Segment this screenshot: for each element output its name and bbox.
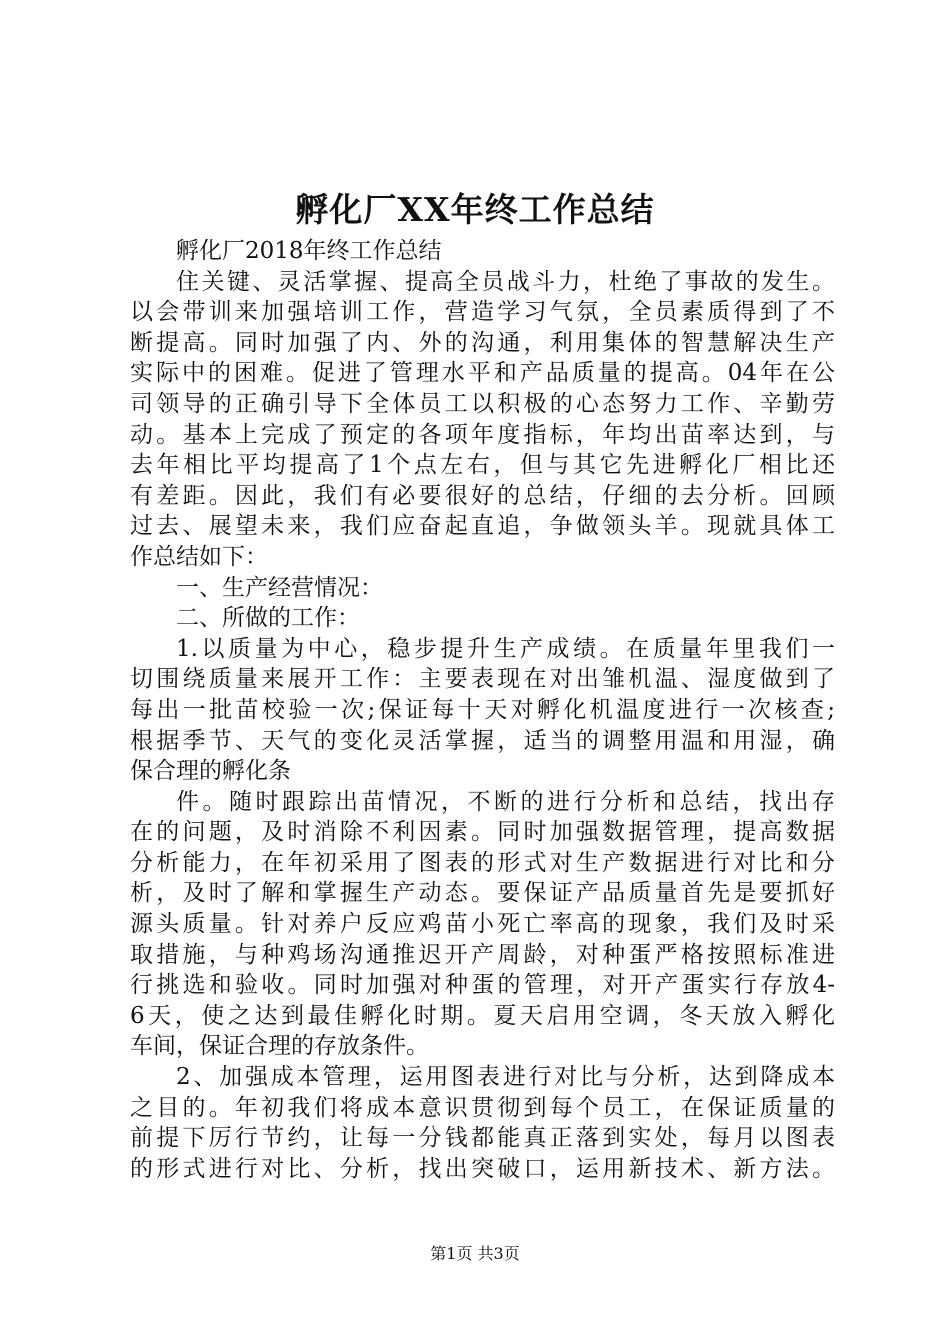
text-line: 司领导的正确引导下全体员工以积极的心态努力工作、辛勤劳 [130, 390, 835, 417]
text-line: 二、所做的工作： [176, 605, 360, 632]
page-footer: 第1页 共3页 [430, 1244, 520, 1263]
text-line: 行挑选和验收。同时加强对种蛋的管理，对开产蛋实行存放4- [130, 972, 835, 999]
text-line: 在的问题，及时消除不利因素。同时加强数据管理，提高数据 [130, 819, 835, 846]
text-line: 有差距。因此，我们有必要很好的总结，仔细的去分析。回顾 [130, 482, 835, 509]
text-line: 分析能力，在年初采用了图表的形式对生产数据进行对比和分 [130, 849, 835, 876]
text-line: 孵化厂2018年终工作总结 [176, 238, 442, 264]
text-line: 车间，保证合理的存放条件。 [130, 1033, 429, 1060]
text-line: 的形式进行对比、分析，找出突破口，运用新技术、新方法。 [130, 1155, 835, 1182]
text-line: 1.以质量为中心，稳步提升生产成绩。在质量年里我们一 [176, 635, 835, 662]
text-line: 件。随时跟踪出苗情况，不断的进行分析和总结，找出存 [176, 788, 835, 815]
text-line: 实际中的困难。促进了管理水平和产品质量的提高。04年在公 [130, 360, 835, 387]
text-line: 每出一批苗校验一次;保证每十天对孵化机温度进行一次核查; [130, 696, 835, 723]
text-line: 6天，使之达到最佳孵化时期。夏天启用空调，冬天放入孵化 [130, 1002, 835, 1029]
text-line: 保合理的孵化条 [130, 758, 291, 785]
text-line: 断提高。同时加强了内、外的沟通，利用集体的智慧解决生产 [130, 329, 835, 356]
text-line: 前提下厉行节约，让每一分钱都能真正落到实处，每月以图表 [130, 1125, 835, 1152]
text-line: 一、生产经营情况： [176, 574, 383, 601]
text-line: 去年相比平均提高了1个点左右，但与其它先进孵化厂相比还 [130, 452, 835, 479]
text-line: 作总结如下： [130, 543, 268, 570]
text-line: 之目的。年初我们将成本意识贯彻到每个员工，在保证质量的 [130, 1094, 835, 1121]
text-line: 取措施，与种鸡场沟通推迟开产周龄，对种蛋严格按照标准进 [130, 941, 835, 968]
text-line: 以会带训来加强培训工作，营造学习气氛，全员素质得到了不 [130, 299, 835, 326]
text-line: 析，及时了解和掌握生产动态。要保证产品质量首先是要抓好 [130, 880, 835, 907]
text-line: 2、加强成本管理，运用图表进行对比与分析，达到降成本 [176, 1064, 835, 1091]
text-line: 切围绕质量来展开工作：主要表现在对出雏机温、湿度做到了 [130, 666, 835, 693]
document-title: 孵化厂XX年终工作总结 [295, 190, 655, 229]
text-line: 动。基本上完成了预定的各项年度指标，年均出苗率达到，与 [130, 421, 835, 448]
text-line: 住关键、灵活掌握、提高全员战斗力，杜绝了事故的发生。 [176, 268, 835, 295]
document-body [130, 236, 835, 1184]
text-line: 过去、展望未来，我们应奋起直追，争做领头羊。现就具体工 [130, 513, 835, 540]
text-line: 源头质量。针对养户反应鸡苗小死亡率高的现象，我们及时采 [130, 911, 835, 938]
text-line: 根据季节、天气的变化灵活掌握，适当的调整用温和用湿，确 [130, 727, 835, 754]
